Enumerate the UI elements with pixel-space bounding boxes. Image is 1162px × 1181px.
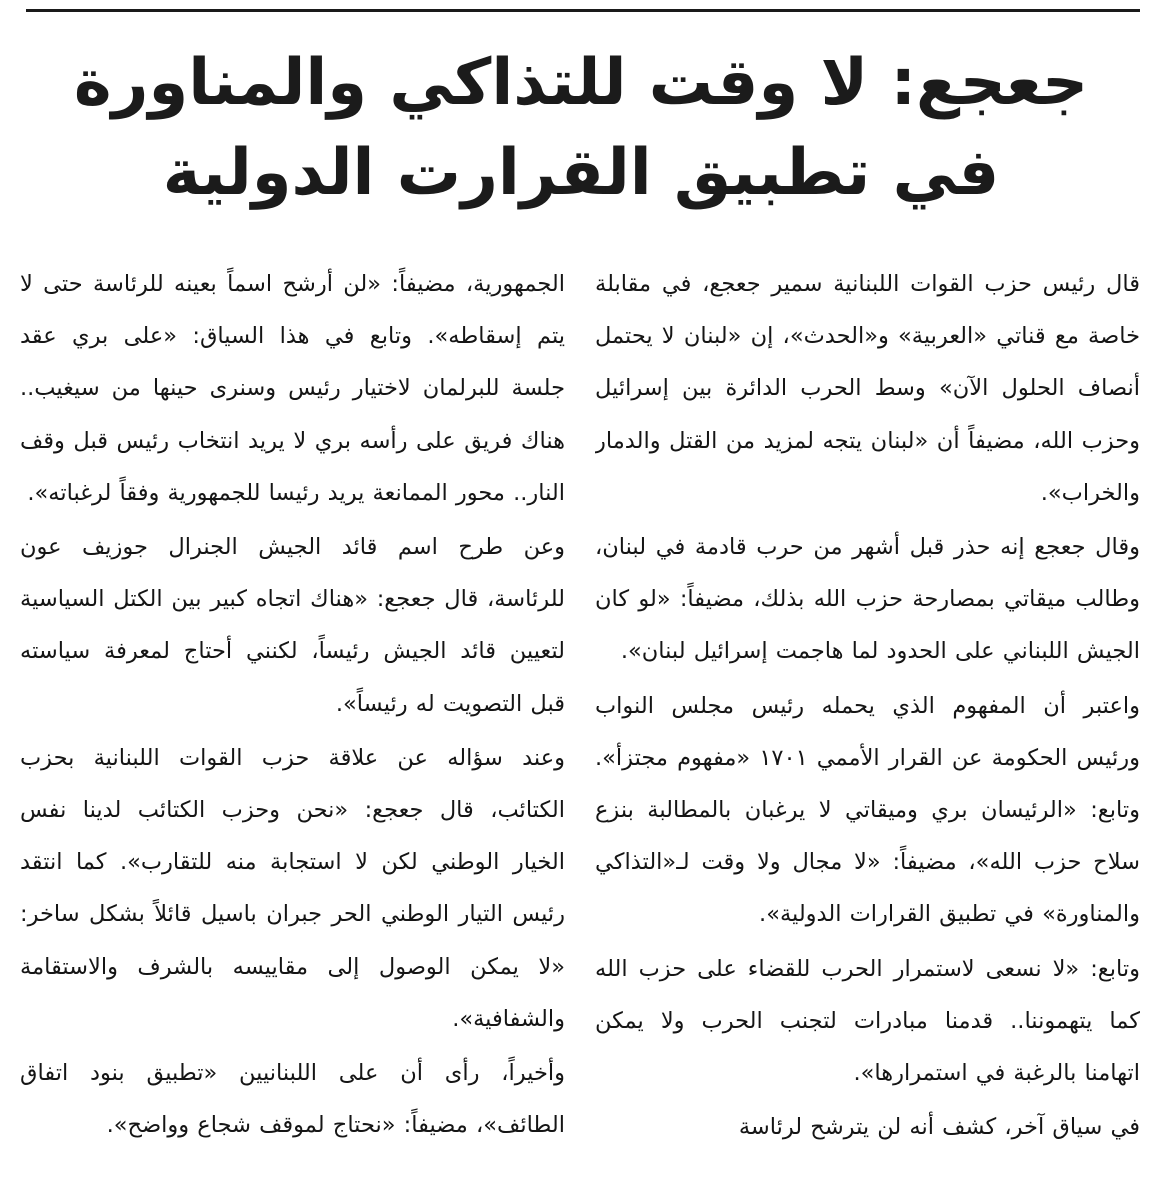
paragraph: واعتبر أن المفهوم الذي يحمله رئيس مجلس النواب ورئيس الحكومة عن القرار الأممي ١٧٠١ «مفهوم مجتزأ». وتابع: «الرئيسان بري وميقاتي لا يرغبان بالمطالبة بنزع سلاح حزب الله»، مضيفاً: «لا مجال ولا وقت لـ«التذاكي والمناورة» في تطبيق القرارات الدولية». [595,692,1140,928]
article-headline [20,38,1142,218]
paragraph: وعن طرح اسم قائد الجيش الجنرال جوزيف عون للرئاسة، قال جعجع: «هناك اتجاه كبير بين الكتل السياسية لتعيين قائد الجيش رئيساً، لكنني أحتاج لمعرفة سياسته قبل التصويت له رئيساً». [20,534,565,717]
paragraph: الجمهورية، مضيفاً: «لن أرشح اسماً بعينه للرئاسة حتى لا يتم إسقاطه». وتابع في هذا السياق: «على بري عقد جلسة للبرلمان لاختيار رئيس وسنرى حينها من سيغيب.. هناك فريق على رأسه بري لا يريد انتخاب رئيس قبل وقف النار.. محور الممانعة يريد رئيسا للجمهورية وفقاً لرغباته». [20,271,565,506]
paragraph: قال رئيس حزب القوات اللبنانية سمير جعجع، في مقابلة خاصة مع قناتي «العربية» و«الحدث»، إن «لبنان لا يحتمل أنصاف الحلول الآن» وسط الحرب الدائرة بين إسرائيل وحزب الله، مضيفاً أن «لبنان يتجه لمزيد من القتل والدمار والخراب». [595,271,1140,506]
paragraph: وأخيراً، رأى أن على اللبنانيين «تطبيق بنود اتفاق الطائف»، مضيفاً: «نحتاج لموقف شجاع وواضح». [20,1060,565,1139]
top-rule [26,9,1140,12]
headline-line-2: في تطبيق القرارت الدولية [162,136,1000,210]
paragraph: وقال جعجع إنه حذر قبل أشهر من حرب قادمة في لبنان، وطالب ميقاتي بمصارحة حزب الله بذلك، مضيفاً: «لو كان الجيش اللبناني على الحدود لما هاجمت إسرائيل لبنان». [595,534,1140,665]
paragraph: في سياق آخر، كشف أنه لن يترشح لرئاسة [738,1114,1140,1141]
column-right [595,258,1140,1173]
paragraph: وعند سؤاله عن علاقة حزب القوات اللبنانية بحزب الكتائب، قال جعجع: «نحن وحزب الكتائب لدينا نفس الخيار الوطني لكن لا استجابة منه للتقارب». كما انتقد رئيس التيار الوطني الحر جبران باسيل قائلاً بشكل ساخر: «لا يمكن الوصول إلى مقاييسه بالشرف والاستقامة والشفافية». [20,744,565,1032]
headline-line-1: جعجع: لا وقت للتذاكي والمناورة [73,46,1089,120]
paragraph: وتابع: «لا نسعى لاستمرار الحرب للقضاء على حزب الله كما يتهموننا.. قدمنا مبادرات لتجنب الحرب ولا يمكن اتهامنا بالرغبة في استمرارها». [595,955,1140,1087]
article-body [20,258,1140,1173]
column-left [20,258,565,1173]
